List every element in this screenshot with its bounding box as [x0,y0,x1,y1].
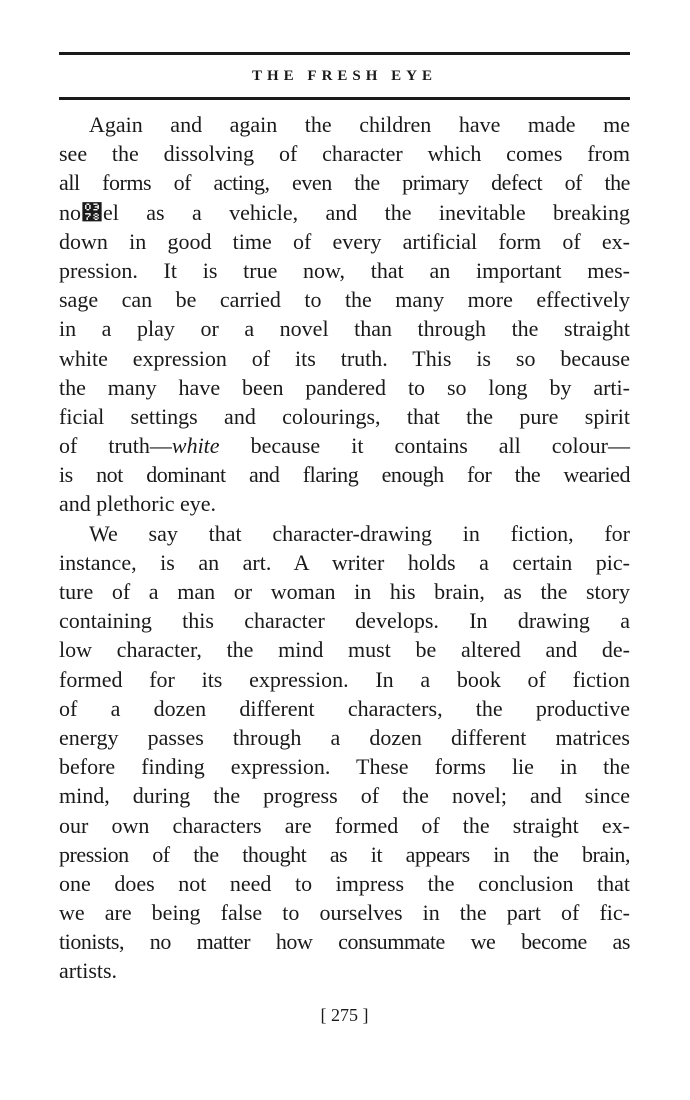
text-line: one does not need to impress the conclusion that [59,870,630,896]
header-rule-bottom [59,97,630,100]
text-line: is not dominant and flaring enough for the wearied [59,462,630,488]
text-line: ficial settings and colourings, that the pure spirit [59,403,630,429]
text-line-italic [59,431,630,460]
text-segment: of truth— [59,433,172,459]
text-line: of a dozen different characters, the productive [59,695,630,721]
italic-word: white [171,433,220,459]
text-line: sage can be carried to the many more effectively [59,287,630,313]
text-line: no͸el as a vehicle, and the inevitable breaking [59,199,630,225]
text-line: artists. [59,958,118,984]
text-line: energy passes through a dozen different matrices [59,724,630,750]
text-line: Again and again the children have made me [89,112,630,137]
body-text [59,110,630,986]
book-page [59,0,630,1100]
text-line: our own characters are formed of the straight ex- [59,812,630,838]
text-line: low character, the mind must be altered and de- [59,637,630,663]
text-line: down in good time of every artificial form of ex- [59,228,630,254]
text-line: the many have been pandered to so long by arti- [59,374,630,400]
header-rule-top [59,52,630,55]
text-line: in a play or a novel than through the straight [59,316,630,342]
text-line: before finding expression. These forms lie in the [59,754,630,780]
running-head: THE FRESH EYE [251,68,438,84]
text-segment: because it contains all colour— [219,433,630,459]
text-line: We say that character-drawing in fiction, for [89,520,630,546]
text-line: we are being false to ourselves in the part of fic- [59,900,630,926]
page-number: [ 275 ] [320,1005,369,1025]
text-line: tionists, no matter how consummate we become as [59,929,630,955]
text-line: pression. It is true now, that an important mes- [59,257,630,283]
text-line: containing this character develops. In drawing a [59,608,630,634]
text-line: all forms of acting, even the primary defect of the [59,170,630,196]
text-line: formed for its expression. In a book of fiction [59,666,630,692]
text-line: instance, is an art. A writer holds a certain pic- [59,549,630,575]
text-line: pression of the thought as it appears in the brain, [59,841,630,867]
text-line: ture of a man or woman in his brain, as the story [59,579,630,604]
text-line: white expression of its truth. This is so because [59,345,630,371]
text-line: and plethoric eye. [59,491,216,517]
text-line: see the dissolving of character which comes from [59,141,630,167]
text-line: mind, during the progress of the novel; and since [59,783,630,809]
